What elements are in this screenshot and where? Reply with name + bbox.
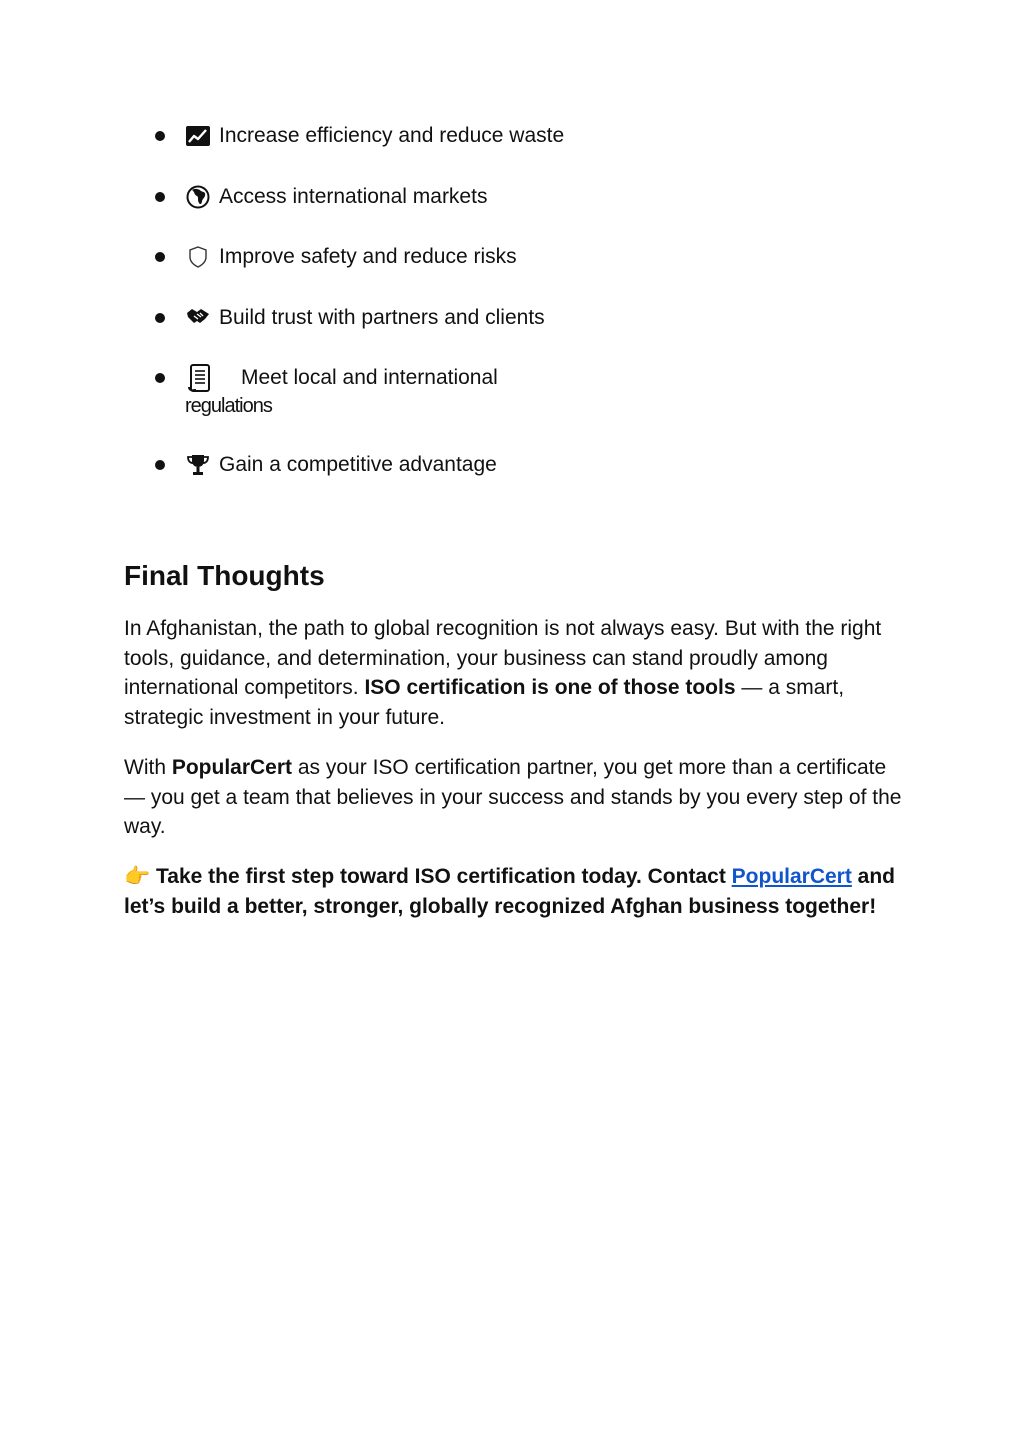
paragraph-text: as your ISO certification partner, you get more than a certificate — you get a team that believes in your success and stands by you every step of the way. <box>124 756 902 839</box>
shield-icon <box>185 244 211 270</box>
paragraph-partner <box>124 753 904 842</box>
cta-text: and let’s build a better, stronger, globally recognized Afghan business together! <box>124 865 896 918</box>
paragraph-intro <box>124 614 904 733</box>
benefit-text-continued: regulations <box>185 395 272 417</box>
handshake-icon <box>185 305 211 331</box>
popularcert-link[interactable]: PopularCert <box>731 865 852 888</box>
pointing-hand-icon: 👉 <box>124 865 151 888</box>
bullet-dot <box>155 460 165 470</box>
cta-text: Take the first step toward ISO certification today. Contact <box>150 865 732 888</box>
emphasis-text: PopularCert <box>171 756 293 779</box>
paragraph-text: In Afghanistan, the path to global recognition is not always easy. But with the right tools, guidance, and determination, your business can stand proudly among international competitors. <box>124 617 882 700</box>
globe-icon <box>185 184 211 210</box>
bullet-dot <box>155 192 165 202</box>
benefit-text: Increase efficiency and reduce waste <box>219 124 565 147</box>
bullet-dot <box>155 131 165 141</box>
scroll-icon <box>185 363 215 393</box>
benefit-text: Build trust with partners and clients <box>219 306 545 329</box>
chart-increasing-icon <box>185 123 211 149</box>
paragraph-text: — a smart, strategic investment in your future. <box>124 676 845 730</box>
bullet-dot <box>155 252 165 262</box>
paragraph-text: With <box>124 756 172 779</box>
benefit-text: Gain a competitive advantage <box>219 453 497 476</box>
benefit-text: Access international markets <box>219 185 488 208</box>
emphasis-text: ISO certification is one of those tools <box>364 676 736 700</box>
section-heading: Final Thoughts <box>124 560 325 591</box>
bullet-dot <box>155 373 165 383</box>
call-to-action <box>124 862 904 921</box>
benefit-text: Improve safety and reduce risks <box>219 245 517 268</box>
benefit-text: Meet local and international <box>241 366 498 389</box>
bullet-dot <box>155 313 165 323</box>
trophy-icon <box>185 452 211 478</box>
